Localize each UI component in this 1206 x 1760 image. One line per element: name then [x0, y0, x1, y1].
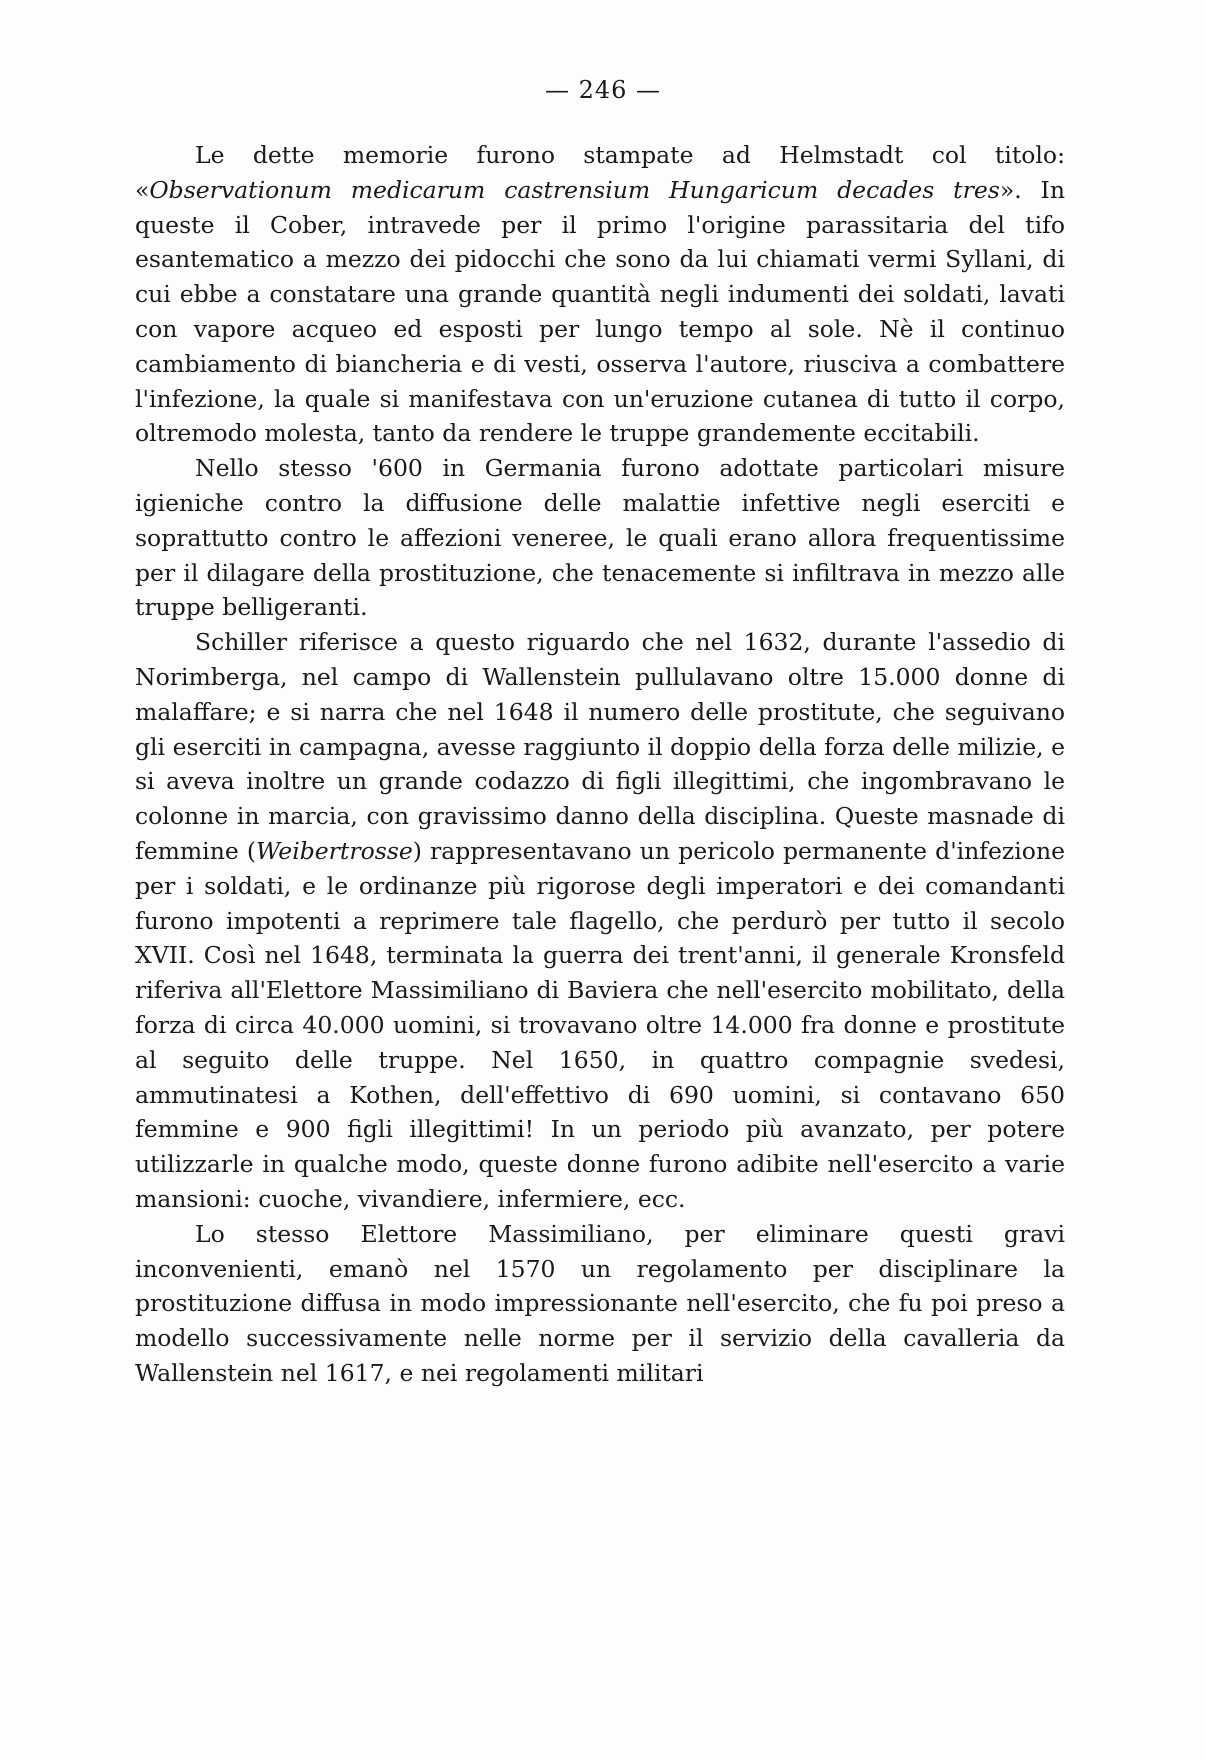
body-text	[135, 138, 1065, 1391]
paragraph-1-text-b: ». In queste il Cober, intravede per il primo l'origine parassitaria del tifo esantematico a mezzo dei pidocchi che sono da lui chiamati vermi Syllani, di cui ebbe a constatare una grande quantità negli indumenti dei soldati, lavati con vapore acqueo ed esposti per lungo tempo al sole. Nè il continuo cambiamento di biancheria e di vesti, osserva l'autore, riusciva a combattere l'infezione, la quale si manifestava con un'eruzione cutanea di tutto il corpo, oltremodo molesta, tanto da rendere le truppe grandemente eccitabili.	[135, 175, 1065, 448]
paragraph-4	[135, 1217, 1065, 1391]
paragraph-1-text-a: Le dette memorie furono stampate ad Helmstadt col titolo: «	[135, 141, 1065, 204]
page-number: — 246 —	[544, 76, 662, 104]
paragraph-2-text: Nello stesso '600 in Germania furono adottate particolari misure igieniche contro la diffusione delle malattie infettive negli eserciti e soprattutto contro le affezioni veneree, le quali erano allora frequentissime per il dilagare della prostituzione, che tenacemente si infiltrava in mezzo alle truppe belligeranti.	[135, 454, 1065, 622]
paragraph-1-italic-title: Observationum medicarum castrensium Hungaricum decades tres	[149, 175, 1000, 204]
paragraph-1	[135, 138, 1065, 451]
paragraph-3-text-b: ) rappresentavano un pericolo permanente d'infezione per i soldati, e le ordinanze più rigorose degli imperatori e dei comandanti furono impotenti a reprimere tale flagello, che perdurò per tutto il secolo XVII. Così nel 1648, terminata la guerra dei trent'anni, il generale Kronsfeld riferiva all'Elettore Massimiliano di Baviera che nell'esercito mobilitato, della forza di circa 40.000 uomini, si trovavano oltre 14.000 fra donne e prostitute al seguito delle truppe. Nel 1650, in quattro compagnie svedesi, ammutinatesi a Kothen, dell'effettivo di 690 uomini, si contavano 650 femmine e 900 figli illegittimi! In un periodo più avanzato, per potere utilizzarle in qualche modo, queste donne furono adibite nell'esercito a varie mansioni: cuoche, vivandiere, infermiere, ecc.	[135, 836, 1065, 1213]
paragraph-3-italic-term: Weibertrosse	[256, 836, 413, 865]
paragraph-3	[135, 625, 1065, 1217]
paragraph-4-text: Lo stesso Elettore Massimiliano, per eliminare questi gravi inconvenienti, emanò nel 1570 un regolamento per disciplinare la prostituzione diffusa in modo impressionante nell'esercito, che fu poi preso a modello successivamente nelle norme per il servizio della cavalleria da Wallenstein nel 1617, e nei regolamenti militari	[135, 1219, 1065, 1387]
paragraph-3-text-a: Schiller riferisce a questo riguardo che nel 1632, durante l'assedio di Norimberga, nel campo di Wallenstein pullulavano oltre 15.000 donne di malaffare; e si narra che nel 1648 il numero delle prostitute, che seguivano gli eserciti in campagna, avesse raggiunto il doppio della forza delle milizie, e si aveva inoltre un grande codazzo di figli illegittimi, che ingombravano le colonne in marcia, con gravissimo danno della disciplina. Queste masnade di femmine (	[135, 628, 1065, 865]
paragraph-2	[135, 451, 1065, 625]
